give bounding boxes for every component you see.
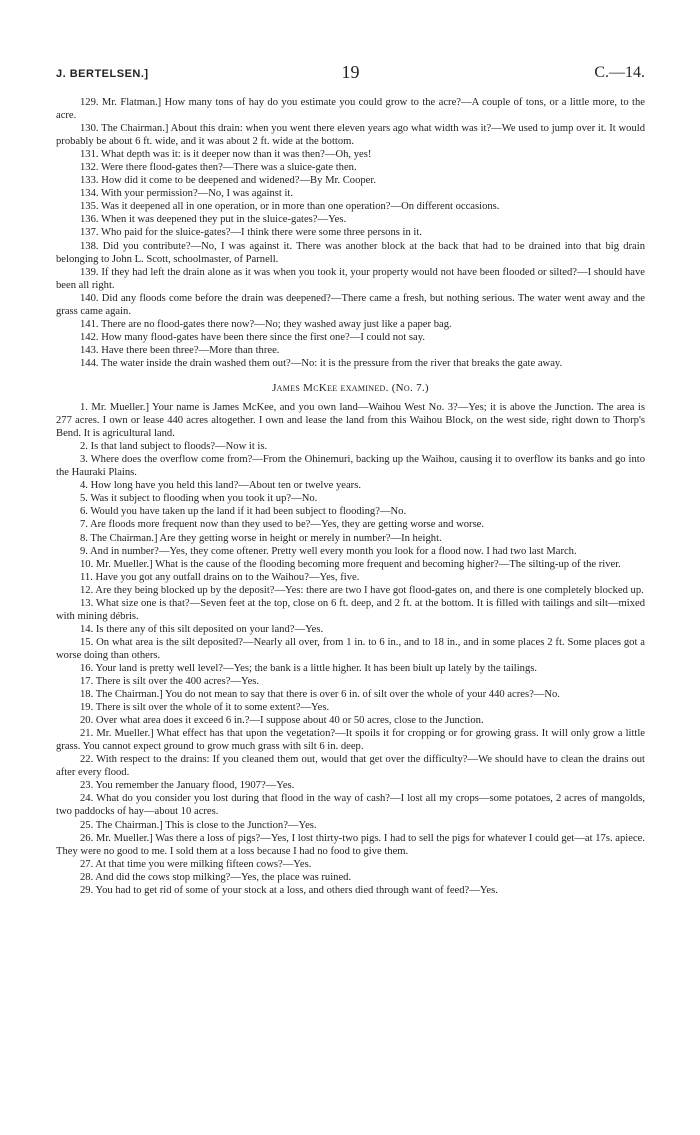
testimony-paragraph: 136. When it was deepened they put in the sluice-gates?—Yes. (80, 214, 347, 226)
testimony-paragraph: 12. Are they being blocked up by the deposit?—Yes: there are two I have got flood-gates on, and there is one completely blocked up. (80, 584, 644, 596)
testimony-paragraph: 143. Have there been three?—More than three. (80, 344, 280, 356)
document-reference: C.—14. (594, 64, 645, 81)
testimony-paragraph: 21. Mr. Mueller.] What effect has that upon the vegetation?—It spoils it for cropping or for growing grass. It will only grow a little grass. You cannot expect ground to grow much grass with silt 6 in. deep. (56, 728, 645, 753)
testimony-paragraph: 134. With your permission?—No, I was against it. (80, 188, 293, 200)
testimony-paragraph: 13. What size one is that?—Seven feet at the top, close on 6 ft. deep, and 2 ft. at the bottom. It is filled with tailings and silt—mixed with mining débris. (56, 597, 645, 622)
testimony-paragraph: 27. At that time you were milking fifteen cows?—Yes. (80, 858, 312, 870)
testimony-paragraph: 132. Were there flood-gates then?—There was a sluice-gate then. (80, 162, 357, 174)
testimony-paragraph: 140. Did any floods come before the drain was deepened?—There came a fresh, but nothing serious. The water went away and the grass came again. (56, 292, 645, 317)
testimony-paragraph: 129. Mr. Flatman.] How many tons of hay do you estimate you could grow to the acre?—A couple of tons, or a little more, to the acre. (56, 97, 645, 122)
testimony-paragraph: 141. There are no flood-gates there now?—No; they washed away just like a paper bag. (80, 318, 452, 330)
testimony-paragraph: 26. Mr. Mueller.] Was there a loss of pigs?—Yes, I lost thirty-two pigs. I had to sell the pigs for whatever I could get—at 17s. apiece. They were no good to me. I sold them at a loss because I had no food to give them. (56, 832, 645, 857)
testimony-paragraph: 28. And did the cows stop milking?—Yes, the place was ruined. (80, 871, 352, 883)
testimony-paragraph: 10. Mr. Mueller.] What is the cause of the flooding becoming more frequent and becoming higher?—The silting-up of the river. (80, 558, 621, 570)
testimony-paragraph: 6. Would you have taken up the land if it had been subject to flooding?—No. (80, 506, 407, 518)
testimony-paragraph: 2. Is that land subject to floods?—Now it is. (80, 441, 268, 453)
page-number: 19 (341, 62, 360, 82)
section-title: James McKee examined. (No. 7.) (272, 381, 429, 394)
testimony-paragraph: 19. There is silt over the whole of it to some extent?—Yes. (80, 702, 330, 714)
testimony-paragraph: 133. How did it come to be deepened and widened?—By Mr. Cooper. (80, 175, 376, 187)
testimony-paragraph: 25. The Chairman.] This is close to the Junction?—Yes. (80, 819, 317, 831)
testimony-paragraph: 8. The Chairman.] Are they getting worse in height or merely in number?—In height. (80, 532, 442, 544)
testimony-paragraph: 144. The water inside the drain washed them out?—No: it is the pressure from the river that breaks the gate away. (80, 357, 563, 369)
testimony-part-2 (56, 401, 645, 897)
testimony-paragraph: 138. Did you contribute?—No, I was against it. There was another block at the back that had to be drained into that big drain belonging to John L. Scott, schoolmaster, of Parnell. (56, 240, 645, 265)
testimony-paragraph: 22. With respect to the drains: If you cleaned them out, would that get over the difficulty?—We should have to clean the drains out after every flood. (56, 754, 645, 779)
testimony-paragraph: 20. Over what area does it exceed 6 in.?—I suppose about 40 or 50 acres, close to the Junction. (80, 715, 484, 727)
running-head-left: J. BERTELSEN.] (56, 68, 149, 80)
page-header (56, 0, 645, 82)
testimony-paragraph: 3. Where does the overflow come from?—From the Ohinemuri, backing up the Waihou, causing it to overflow its banks and go into the Hauraki Plains. (56, 454, 645, 479)
testimony-paragraph: 135. Was it deepened all in one operation, or in more than one operation?—On different occasions. (80, 201, 500, 213)
testimony-paragraph: 137. Who paid for the sluice-gates?—I think there were some three persons in it. (80, 227, 422, 239)
testimony-paragraph: 17. There is silt over the 400 acres?—Yes. (80, 676, 260, 688)
testimony-paragraph: 1. Mr. Mueller.] Your name is James McKee, and you own land—Waihou West No. 3?—Yes; it is above the Junction. The area is 277 acres. I own or lease 440 acres altogether. I own and lease the land from this Waihou Block, on the west side, right down to Thorp's Bend. It is agricultural land. (56, 402, 645, 440)
testimony-paragraph: 24. What do you consider you lost during that flood in the way of cash?—I lost all my crops—some potatoes, 2 acres of mangolds, two paddocks of hay—about 10 acres. (56, 793, 645, 818)
testimony-paragraph: 130. The Chairman.] About this drain: when you went there eleven years ago what width was it?—We used to jump over it. It would probably be about 6 ft. wide, and it was about 2 ft. wide at the bottom. (56, 123, 645, 148)
testimony-paragraph: 139. If they had left the drain alone as it was when you took it, your property would not have been flooded or silted?—I should have been all right. (56, 266, 645, 291)
testimony-paragraph: 7. Are floods more frequent now than they used to be?—Yes, they are getting worse and worse. (80, 519, 485, 531)
testimony-paragraph: 16. Your land is pretty well level?—Yes; the bank is a little higher. It has been biult up lately by the tailings. (80, 662, 538, 674)
testimony-paragraph: 142. How many flood-gates have been there since the first one?—I could not say. (80, 331, 425, 343)
testimony-part-1 (56, 96, 645, 370)
testimony-paragraph: 18. The Chairman.] You do not mean to say that there is over 6 in. of silt over the whole of your 440 acres?—No. (80, 689, 560, 701)
testimony-paragraph: 15. On what area is the silt deposited?—Nearly all over, from 1 in. to 6 in., and to 18 in., and in some places 2 ft. Some places got a worse doing than others. (56, 636, 645, 661)
testimony-paragraph: 14. Is there any of this silt deposited on your land?—Yes. (80, 623, 324, 635)
testimony-paragraph: 23. You remember the January flood, 1907?—Yes. (80, 780, 295, 792)
testimony-paragraph: 11. Have you got any outfall drains on to the Waihou?—Yes, five. (80, 571, 360, 583)
testimony-paragraph: 131. What depth was it: is it deeper now than it was then?—Oh, yes! (80, 149, 372, 161)
testimony-paragraph: 4. How long have you held this land?—About ten or twelve years. (80, 480, 361, 492)
testimony-paragraph: 29. You had to get rid of some of your stock at a loss, and others died through want of feed?—Yes. (80, 884, 498, 896)
testimony-paragraph: 5. Was it subject to flooding when you took it up?—No. (80, 493, 318, 505)
testimony-paragraph: 9. And in number?—Yes, they come oftener. Pretty well every month you look for a flood now. I had two last March. (80, 545, 577, 557)
page-body (56, 96, 645, 897)
